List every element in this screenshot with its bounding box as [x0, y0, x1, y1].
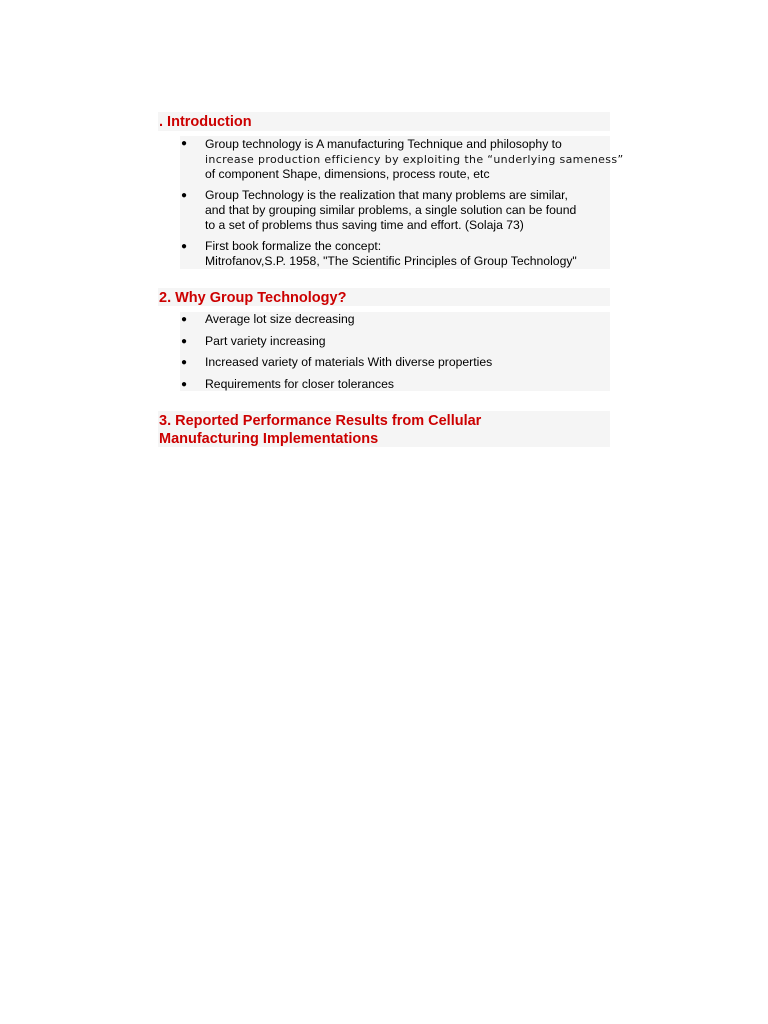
list-item-line: of component Shape, dimensions, process route, etc	[205, 167, 490, 181]
list-item-line: Part variety increasing	[205, 333, 326, 348]
list-item-line: Average lot size decreasing	[205, 312, 355, 326]
list-item-line: Group technology is A manufacturing Technique and philosophy to	[205, 137, 562, 151]
list-item-line: and that by grouping similar problems, a single solution can be found	[205, 203, 577, 217]
list-item-line: First book formalize the concept:	[205, 239, 382, 253]
list-item-line: Increased variety of materials With diverse properties	[205, 355, 493, 369]
list-item-line: increase production efficiency by exploiting the “underlying sameness”	[205, 153, 624, 166]
list-item	[180, 239, 610, 269]
bullet-icon: ●	[181, 314, 188, 325]
section-heading-reported-performance	[158, 411, 610, 447]
bullet-icon: ●	[181, 190, 188, 201]
section-heading-introduction: . Introduction	[158, 112, 610, 131]
list-item	[180, 312, 610, 327]
heading-line: 3. Reported Performance Results from Cellular	[159, 413, 482, 429]
list-item	[180, 377, 610, 392]
list-item-line: Group Technology is the realization that many problems are similar,	[205, 188, 568, 202]
bullet-icon: ●	[181, 138, 188, 149]
why-group-technology-list	[180, 312, 610, 391]
list-item	[180, 188, 610, 233]
bullet-icon: ●	[181, 357, 188, 368]
list-item	[180, 355, 610, 370]
bullet-icon: ●	[181, 378, 188, 390]
section-heading-why-group-technology: 2. Why Group Technology?	[158, 288, 610, 306]
list-item	[180, 334, 610, 349]
introduction-list	[180, 136, 624, 269]
bullet-icon: ●	[181, 335, 188, 347]
list-item-line: Requirements for closer tolerances	[205, 376, 394, 391]
list-item-line: Mitrofanov,S.P. 1958, "The Scientific Principles of Group Technology"	[205, 254, 577, 268]
heading-line: Manufacturing Implementations	[159, 431, 379, 447]
list-item-line: to a set of problems thus saving time and effort. (Solaja 73)	[205, 218, 524, 232]
bullet-icon: ●	[181, 241, 188, 252]
list-item	[180, 136, 624, 182]
